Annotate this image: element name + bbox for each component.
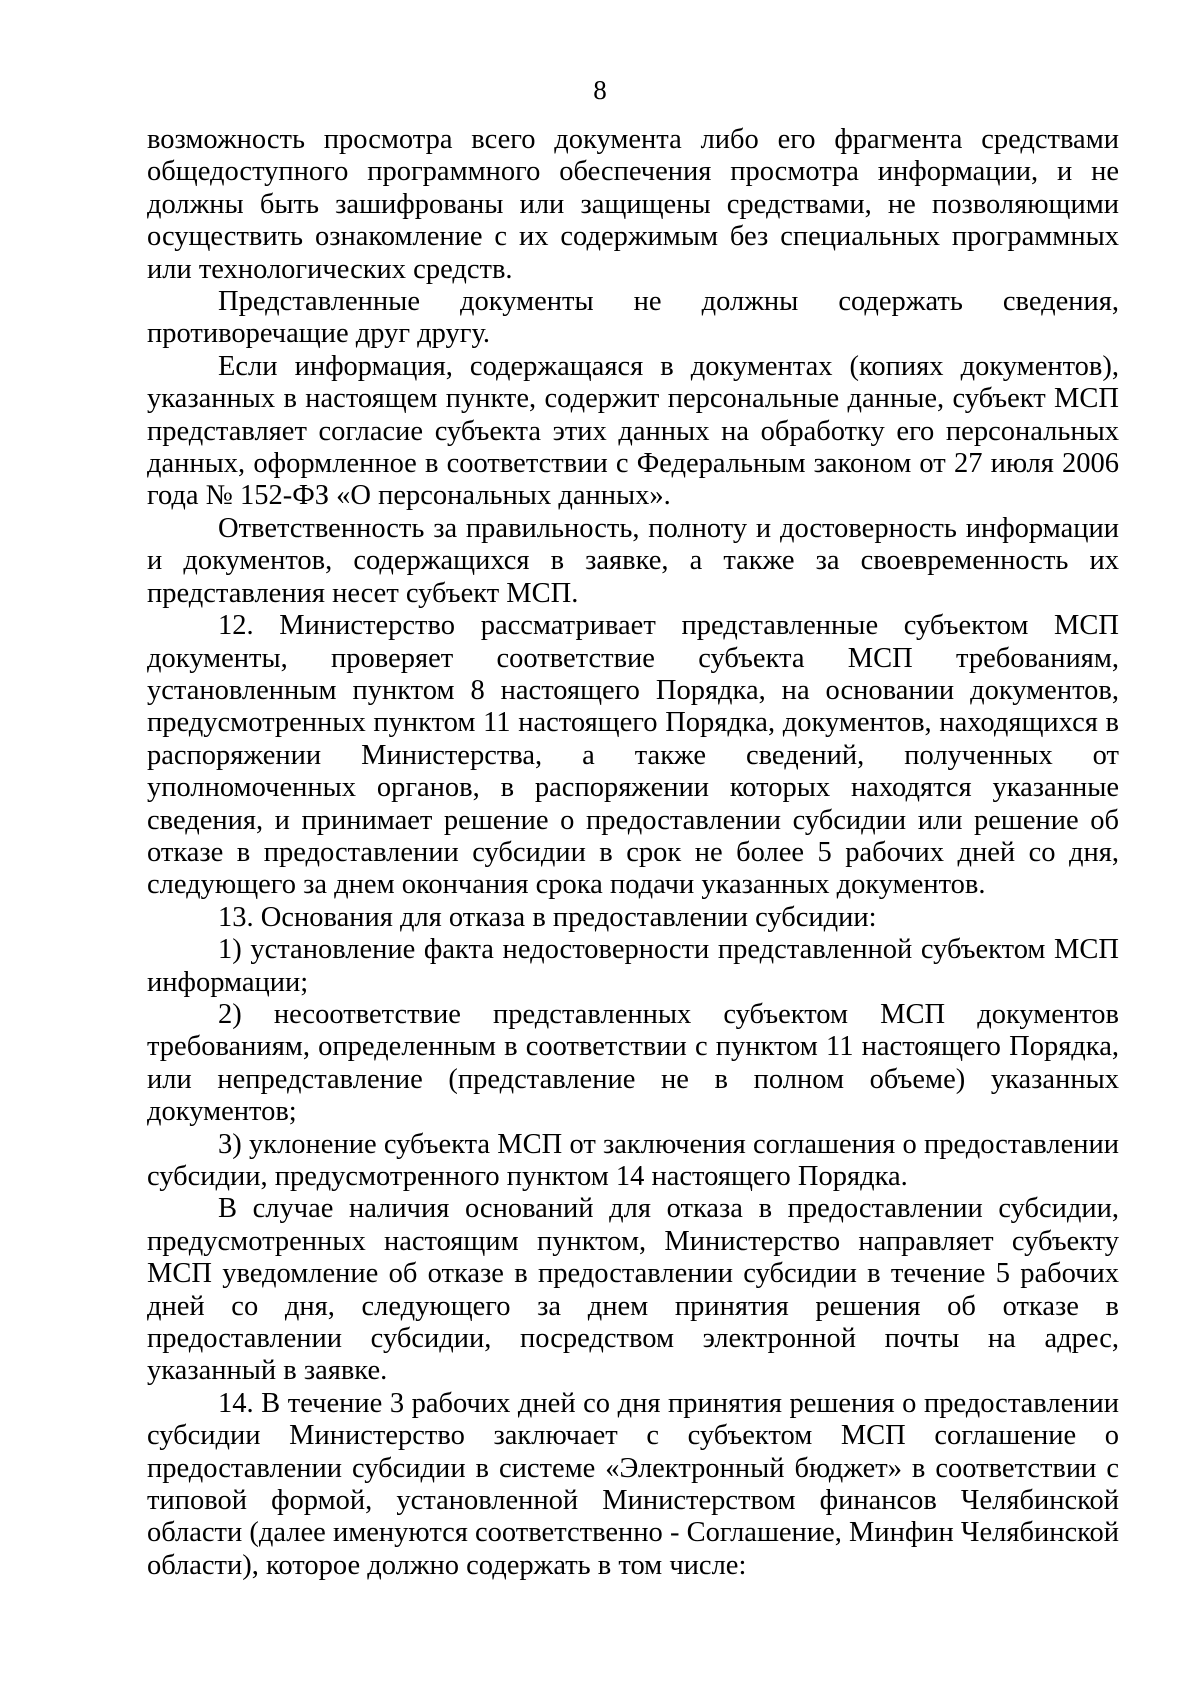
paragraph-documents-consistency: Представленные документы не должны содержать сведения, противоречащие друг другу. xyxy=(147,286,1119,350)
document-body xyxy=(147,124,1119,1582)
paragraph-item-13: 13. Основания для отказа в предоставлении субсидии: xyxy=(218,901,877,933)
paragraph-refusal-notice: В случае наличия оснований для отказа в предоставлении субсидии, предусмотренных настоящим пунктом, Министерство направляет субъекту МСП уведомление об отказе в предоставлении субсидии в течение 5 рабочих дней со дня, следующего за днем принятия решения об отказе в предоставлении субсидии, посредством электронной почты на адрес, указанный в заявке. xyxy=(147,1193,1119,1387)
paragraph-item-13-2: 2) несоответствие представленных субъектом МСП документов требованиям, определенным в соответствии с пунктом 11 настоящего Порядка, или непредставление (представление не в полном объеме) указанных документов; xyxy=(147,998,1119,1128)
page-number: 8 xyxy=(593,75,607,105)
paragraph-item-13-1: 1) установление факта недостоверности представленной субъектом МСП информации; xyxy=(147,934,1119,998)
paragraph-item-14: 14. В течение 3 рабочих дней со дня принятия решения о предоставлении субсидии Министерство заключает с субъектом МСП соглашение о предоставлении субсидии в системе «Электронный бюджет» в соответствии с типовой формой, установленной Министерством финансов Челябинской области (далее именуются соответственно - Соглашение, Минфин Челябинской области), которое должно содержать в том числе: xyxy=(147,1387,1119,1581)
paragraph-personal-data: Если информация, содержащаяся в документах (копиях документов), указанных в настоящем пункте, содержит персональные данные, субъект МСП представляет согласие субъекта этих данных на обработку его персональных данных, оформленное в соответствии с Федеральным законом от 27 июля 2006 года № 152-ФЗ «О персональных данных». xyxy=(147,350,1119,512)
paragraph-item-13-3: 3) уклонение субъекта МСП от заключения соглашения о предоставлении субсидии, предусмотренного пунктом 14 настоящего Порядка. xyxy=(147,1128,1119,1192)
paragraph-item-12: 12. Министерство рассматривает представленные субъектом МСП документы, проверяет соответствие субъекта МСП требованиям, установленным пунктом 8 настоящего Порядка, на основании документов, предусмотренных пунктом 11 настоящего Порядка, документов, находящихся в распоряжении Министерства, а также сведений, полученных от уполномоченных органов, в распоряжении которых находятся указанные сведения, и принимает решение о предоставлении субсидии или решение об отказе в предоставлении субсидии в срок не более 5 рабочих дней со дня, следующего за днем окончания срока подачи указанных документов. xyxy=(147,610,1119,901)
paragraph-continuation: возможность просмотра всего документа либо его фрагмента средствами общедоступного программного обеспечения просмотра информации, и не должны быть зашифрованы или защищены средствами, не позволяющими осуществить ознакомление с их содержимым без специальных программных или технологических средств. xyxy=(147,124,1119,285)
paragraph-responsibility: Ответственность за правильность, полноту и достоверность информации и документов, содержащихся в заявке, а также за своевременность их представления несет субъект МСП. xyxy=(147,512,1119,609)
